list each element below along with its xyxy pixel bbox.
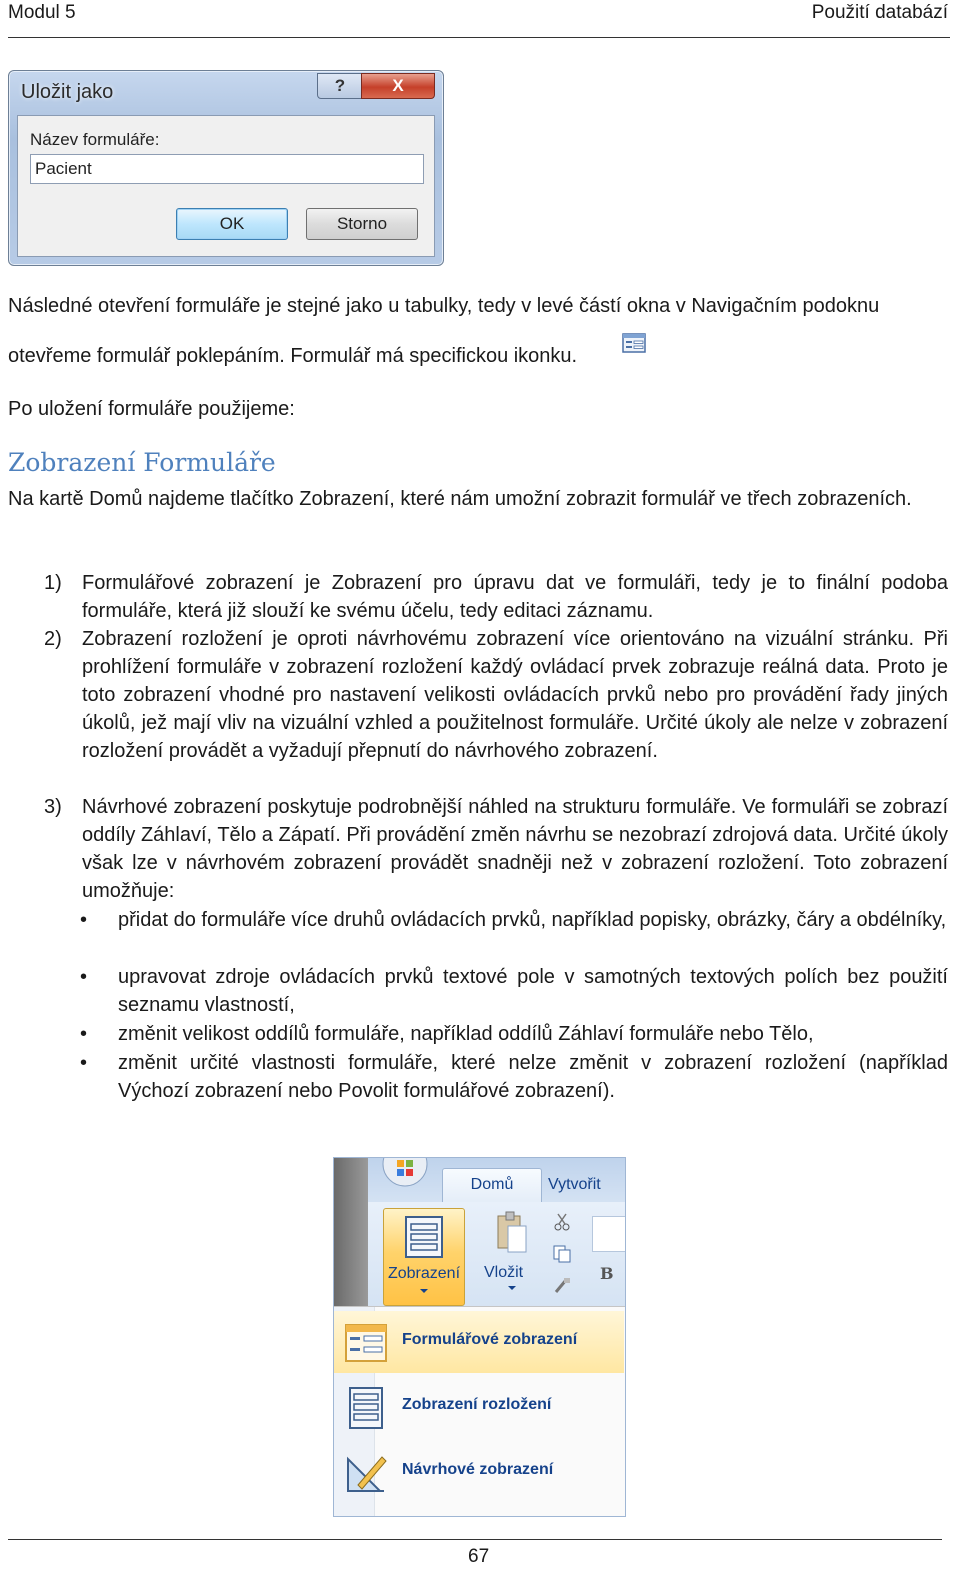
design-view-icon [344, 1451, 388, 1495]
form-name-label: Název formuláře: [30, 130, 160, 149]
save-as-dialog [8, 70, 444, 266]
ok-button[interactable]: OK [176, 208, 288, 240]
list-text: Zobrazení rozložení je oproti návrhovému zobrazení více orientováno na vizuální stránku. Při prohlížení formuláře v zobrazení rozložení každý ovládací prvek zobrazuje reálná data. Proto je toto zobrazení vhodné pro nastavení velikosti ovládacích prvků nebo pro provádění řady jiných úkolů, jež mají vliv na vizuální vzhled a použitelnost formuláře. Určité úkoly ale nelze v zobrazení rozložení provádět a vyžadují přepnutí do návrhového zobrazení. [82, 628, 948, 762]
cancel-button[interactable]: Storno [306, 208, 418, 240]
chevron-down-icon [418, 1287, 430, 1295]
bullet-text: změnit velikost oddílů formuláře, například oddílů Záhlaví formuláře nebo Tělo, [118, 1023, 814, 1045]
section-heading: Zobrazení Formuláře [8, 448, 276, 477]
list-text: Formulářové zobrazení je Zobrazení pro úpravu dat ve formuláři, tedy je to finální podoba formuláře, která již slouží ke svému účelu, tedy editaci záznamu. [82, 572, 948, 622]
menu-item-layout-view[interactable] [334, 1376, 624, 1438]
menu-label: Formulářové zobrazení [402, 1331, 578, 1348]
window-edge [334, 1158, 368, 1308]
list-text: Návrhové zobrazení poskytuje podrobnější náhled na strukturu formuláře. Ve formuláři se zobrazí oddíly Záhlaví, Tělo a Zápatí. Při provádění změn návrhu se nezobrazí zdrojová data. Určité úkoly však lze v návrhovém zobrazení provádět snadněji než v zobrazení rozložení. Toto zobrazení umožňuje: [82, 796, 948, 902]
view-button-label: Zobrazení [387, 1265, 461, 1282]
paragraph: Po uložení formuláře použijeme: [8, 398, 295, 420]
format-painter-icon[interactable] [552, 1276, 572, 1296]
list-number: 1) [44, 572, 62, 594]
view-form-icon [404, 1215, 444, 1259]
bullet-text: změnit určité vlastnosti formuláře, které nelze změnit v zobrazení rozložení (například Výchozí zobrazení nebo Povolit formulářové zobrazení). [118, 1052, 948, 1102]
tab-home[interactable]: Domů [442, 1168, 542, 1203]
paste-button-label[interactable]: Vložit [484, 1264, 524, 1281]
page-number: 67 [468, 1546, 490, 1567]
cut-icon[interactable] [552, 1212, 572, 1232]
ribbon-screenshot [333, 1157, 626, 1517]
font-box[interactable] [592, 1216, 626, 1252]
help-button[interactable]: ? [317, 73, 363, 99]
bullet-text: přidat do formuláře více druhů ovládacích prvků, například popisky, obrázky, čáry a obdélníky, [118, 909, 947, 931]
form-name-input[interactable]: Pacient [30, 154, 424, 184]
menu-item-design-view[interactable] [334, 1441, 624, 1503]
dialog-body [17, 115, 435, 257]
menu-item-form-view[interactable] [334, 1311, 624, 1373]
view-button[interactable] [383, 1208, 465, 1306]
section-intro: Na kartě Domů najdeme tlačítko Zobrazení, které nám umožní zobrazit formulář ve třech zobrazeních. [8, 488, 912, 510]
form-icon [622, 333, 646, 353]
form-view-icon [344, 1321, 388, 1365]
paste-icon[interactable] [494, 1210, 530, 1256]
header-module: Modul 5 [8, 2, 76, 23]
copy-icon[interactable] [552, 1244, 572, 1264]
paragraph-line: otevřeme formulář poklepáním. Formulář má specifickou ikonku. [8, 345, 578, 367]
bold-button[interactable]: B [600, 1264, 614, 1283]
bullet-glyph: • [80, 1052, 88, 1074]
bullet-text: upravovat zdroje ovládacích prvků textové pole v samotných textových polích bez použití seznamu vlastností, [118, 966, 948, 1016]
header-title: Použití databází [811, 2, 948, 23]
view-menu [334, 1306, 625, 1517]
list-number: 3) [44, 796, 62, 818]
dialog-title: Uložit jako [21, 81, 114, 103]
footer-divider [8, 1539, 942, 1540]
list-number: 2) [44, 628, 62, 650]
layout-view-icon [344, 1386, 388, 1430]
bullet-glyph: • [80, 966, 88, 988]
menu-label: Návrhové zobrazení [402, 1461, 554, 1478]
tab-create[interactable]: Vytvořit [548, 1176, 601, 1193]
paragraph-line: Následné otevření formuláře je stejné jako u tabulky, tedy v levé částí okna v Navigačním podoknu [8, 295, 880, 317]
menu-label: Zobrazení rozložení [402, 1396, 552, 1413]
office-button-icon [382, 1158, 428, 1188]
chevron-down-icon [506, 1284, 518, 1292]
close-button[interactable]: X [361, 73, 435, 99]
header-divider [8, 37, 950, 38]
bullet-glyph: • [80, 1023, 88, 1045]
bullet-glyph: • [80, 909, 88, 931]
